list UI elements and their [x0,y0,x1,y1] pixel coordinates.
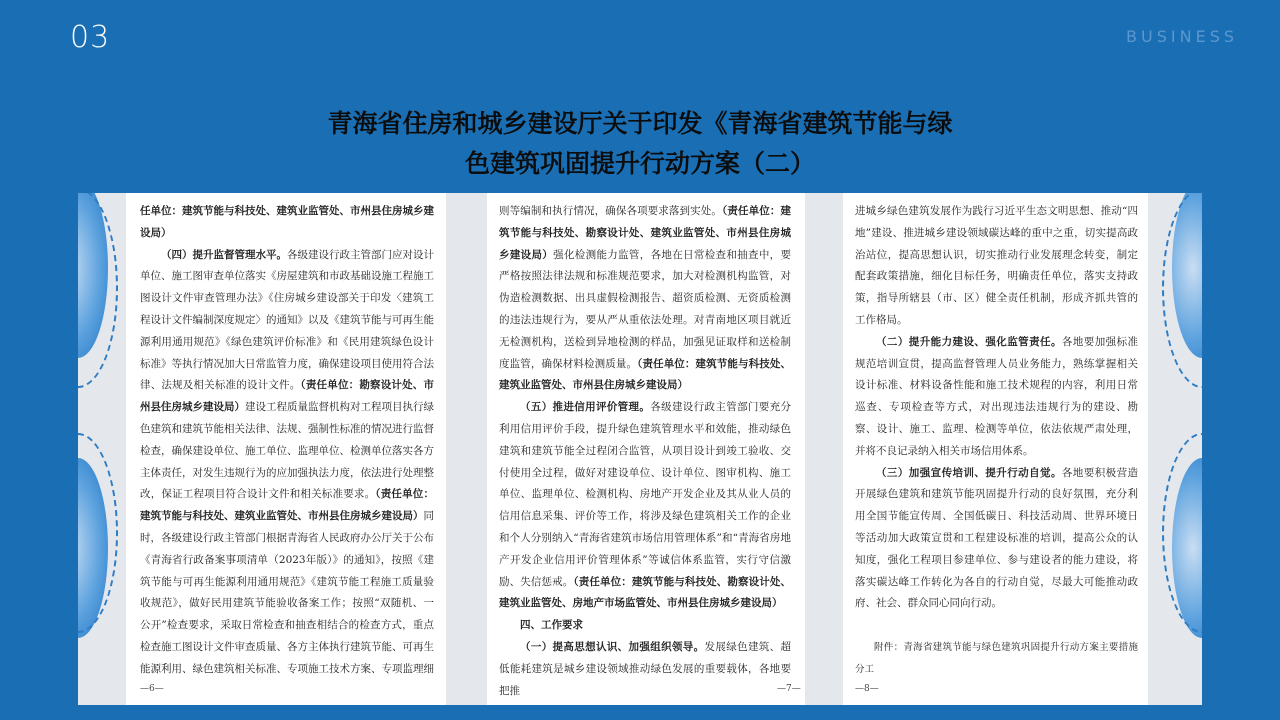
subheading: （四）提升监督管理水平。 [161,248,287,261]
attachment-note: 附件：青海省建筑节能与绿色建筑巩固提升行动方案主要措施分工 [855,642,1138,675]
paragraph: （五）推进信用评价管理。各级建设行政主管部门要充分利用信用评价手段，提升绿色建筑管理水平和效能，推动绿色建筑和建筑节能全过程闭合监管，从项目设计到竣工验收、交付使用全过程，做好对建设单位、设计单位、图审机构、施工单位、监理单位、检测机构、房地产开发企业及其从业人员的信用信息采集、评价等工作，将涉及绿色建筑相关工作的企业和个人分别纳入“青海省建筑市场信用管理体系”和“青海省房地产开发企业信用评价管理体系”等诚信体系监管，实行守信激励、失信惩戒。（责任单位：建筑节能与科技处、勘察设计处、建筑业监管处、房地产市场监管处、市州县住房城乡建设局） [499,401,792,610]
paragraph: （一）提高思想认识、加强组织领导。发展绿色建筑、超低能耗建筑是城乡建设领域推动绿色发展的重要载体，各地要把推 [499,640,792,697]
paragraph: 进城乡绿色建筑发展作为践行习近平生态文明思想、推动“四地”建设、推进城乡建设领域碳达峰的重中之重，切实提高政治站位，提高思想认识，切实推动行业发展理念转变，制定配套政策措施，细化目标任务，明确责任单位，落实支持政策，指导所辖县（市、区）健全责任机制，形成齐抓共管的工作格局。 [855,205,1138,326]
page-number: —7— [777,684,801,695]
page-title [0,104,1280,184]
paragraph: 则等编制和执行情况，确保各项要求落到实处。（责任单位：建筑节能与科技处、勘察设计处、建筑业监管处、市州县住房城乡建设局）强化检测能力监管，各地在日常检查和抽查中，要严格按照法律法规和标准规范要求，加大对检测机构监管，对伪造检测数据、出具虚假检测报告、超资质检测、无资质检测的违法违规行为，要从严从重依法处理。对青南地区项目就近无检测机构，送检到异地检测的样品，加强见证取样和送检制度监管，确保材料检测质量。（责任单位：建筑节能与科技处、建筑业监管处、市州县住房城乡建设局） [499,205,792,392]
subheading: （三）加强宣传培训、提升行动自觉。 [876,466,1062,479]
title-line-1: 青海省住房和城乡建设厅关于印发《青海省建筑节能与绿 [327,109,953,138]
subheading: （一）提高思想认识、加强组织领导。 [520,640,705,653]
decor-pill-ring [78,433,118,633]
decor-pill-ring [1162,193,1202,388]
document-page-7 [487,193,805,705]
brand-label: BUSINESS [1126,27,1238,46]
slide-number: 03 [70,20,111,55]
document-page-8 [843,193,1148,705]
paragraph: （二）提升能力建设、强化监管责任。各地要加强标准规范培训宣贯，提高监督管理人员业务能力，熟练掌握相关设计标准、材料设备性能和施工技术规程的内容，利用日常巡查、专项检查等方式，对出现违法违规行为的建设、勘察、设计、施工、监理、检测等单位，依法依规严肃处理，并将不良记录纳入相关市场信用体系。 [855,335,1138,457]
decor-pill-ring [78,193,118,388]
paragraph: （三）加强宣传培训、提升行动自觉。各地要积极营造开展绿色建筑和建筑节能巩固提升行动的良好氛围，充分利用全国节能宣传周、全国低碳日、科技活动周、世界环境日等活动加大政策宣贯和工程建设标准的培训，提高公众的认知度，强化工程项目参建单位、参与建设者的能力建设，将落实碳达峰工作转化为各自的行动自觉，尽最大可能推动政府、社会、群众同心同向行动。 [855,466,1138,610]
subheading: （二）提升能力建设、强化监管责任。 [876,335,1062,348]
document-scan [78,193,1202,705]
page-number: —8— [855,684,879,695]
subheading: （五）推进信用评价管理。 [520,401,651,414]
title-line-2: 色建筑巩固提升行动方案（二） [464,149,815,178]
paragraph: 任单位：建筑节能与科技处、建筑业监管处、市州县住房城乡建设局） [140,205,434,239]
paragraph: （四）提升监督管理水平。各级建设行政主管部门应对设计单位、施工图审查单位落实《房屋建筑和市政基础设施工程施工图设计文件审查管理办法》《住房城乡建设部关于印发〈建筑工程设计文件编制深度规定〉的通知》以及《建筑节能与可再生能源利用通用规范》《绿色建筑评价标准》和《民用建筑绿色设计标准》等执行情况加大日常监管力度，确保建设项目使用符合法律、法规及相关标准的设计文件。（责任单位：勘察设计处、市州县住房城乡建设局）建设工程质量监督机构对工程项目执行绿色建筑和建筑节能相关法律、法规、强制性标准的情况进行监督检查，确保建设单位、施工单位、监理单位、检测单位落实各方主体责任，对发生违规行为的应加强执法力度，依法进行处理整改，保证工程项目符合设计文件和相关标准要求。（责任单位：建筑节能与科技处、建筑业监管处、市州县住房城乡建设局）同时，各级建设行政主管部门根据青海省人民政府办公厅关于公布《青海省行政备案事项清单（2023年版）》的通知》，按照《建筑节能与可再生能源利用通用规范》《建筑节能工程施工质量验收规范》，做好民用建筑节能验收备案工作；按照“双随机、一公开”检查要求，采取日常检查和抽查相结合的检查方式，重点检查施工图设计文件审查质量、各方主体执行建筑节能、可再生能源利用、绿色建筑相关标准、专项施工技术方案、专项监理细 [140,248,435,675]
section-heading: 四、工作要求 [520,619,583,632]
decor-pill-ring [1162,433,1202,633]
page-number: —6— [140,684,164,695]
document-page-6 [126,193,446,705]
